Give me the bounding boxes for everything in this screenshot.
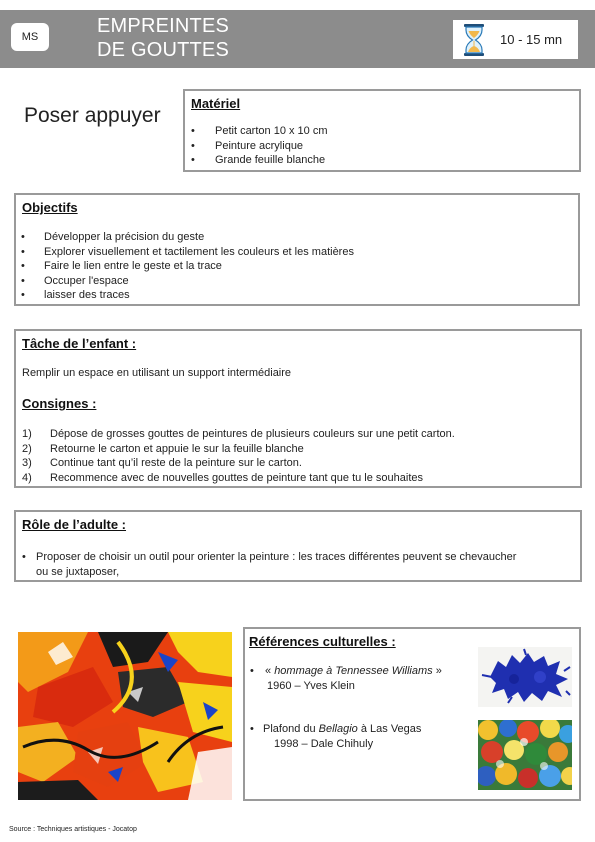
objectifs-heading: Objectifs bbox=[22, 200, 78, 215]
list-item: • Grande feuille blanche bbox=[191, 154, 326, 166]
materiel-heading: Matériel bbox=[191, 96, 241, 111]
materiel-list bbox=[191, 124, 328, 168]
list-item: 1) Dépose de grosses gouttes de peintures de plusieurs couleurs sur une petit carton. bbox=[22, 428, 455, 440]
tache-heading: Tâche de l’enfant : bbox=[22, 336, 137, 351]
adulte-line-2: ou se juxtaposer, bbox=[36, 565, 120, 578]
activity-name: Poser appuyer bbox=[24, 104, 161, 127]
reference-klein: • « hommage à Tennessee Williams » 1960 – Yves Klein bbox=[250, 665, 442, 692]
references-heading: Références culturelles : bbox=[249, 634, 396, 649]
duration-text: 10 - 15 mn bbox=[500, 32, 563, 47]
source-credit: Source : Techniques artistiques - Jocatop bbox=[9, 826, 137, 833]
list-item: 3) Continue tant qu’il reste de la peinture sur le carton. bbox=[22, 457, 302, 469]
chihuly-artwork-image bbox=[478, 720, 572, 790]
consignes-list bbox=[22, 427, 455, 485]
hourglass-icon bbox=[463, 23, 485, 57]
materiel-box bbox=[183, 89, 581, 172]
list-item: • Développer la précision du geste bbox=[21, 231, 205, 243]
level-badge: MS bbox=[11, 23, 49, 51]
objectifs-box bbox=[14, 193, 580, 306]
list-item: • Faire le lien entre le geste et la trace bbox=[21, 260, 222, 272]
title-line-1: EMPREINTES bbox=[97, 15, 230, 37]
drip-painting-image bbox=[18, 632, 232, 800]
adulte-heading: Rôle de l’adulte : bbox=[22, 517, 127, 532]
objectifs-list bbox=[21, 230, 354, 303]
adulte-line-1: Proposer de choisir un outil pour orienter la peinture : les traces différentes peuvent se chevaucher bbox=[36, 551, 517, 563]
klein-artwork-image bbox=[478, 647, 572, 707]
page-title bbox=[97, 14, 229, 62]
tache-box bbox=[14, 329, 582, 488]
list-item: • Explorer visuellement et tactilement les couleurs et les matières bbox=[21, 245, 354, 258]
list-item: • Petit carton 10 x 10 cm bbox=[191, 125, 328, 137]
tache-text: Remplir un espace en utilisant un support intermédiaire bbox=[22, 367, 292, 379]
consignes-heading: Consignes : bbox=[22, 396, 97, 411]
list-item: • laisser des traces bbox=[21, 289, 130, 301]
list-item: • Peinture acrylique bbox=[191, 139, 304, 152]
adulte-text: • Proposer de choisir un outil pour orienter la peinture : les traces différentes peuvent se chevaucher ou se juxtaposer, bbox=[22, 551, 517, 578]
adulte-box bbox=[14, 510, 582, 582]
list-item: • Occuper l'espace bbox=[21, 274, 129, 287]
reference-chihuly: • Plafond du Bellagio à Las Vegas 1998 – Dale Chihuly bbox=[250, 723, 422, 750]
list-item: 4) Recommence avec de nouvelles gouttes de peinture tant que tu le souhaites bbox=[22, 471, 424, 484]
list-item: 2) Retourne le carton et appuie le sur la feuille blanche bbox=[22, 442, 304, 455]
title-line-2: DE GOUTTES bbox=[97, 39, 230, 61]
